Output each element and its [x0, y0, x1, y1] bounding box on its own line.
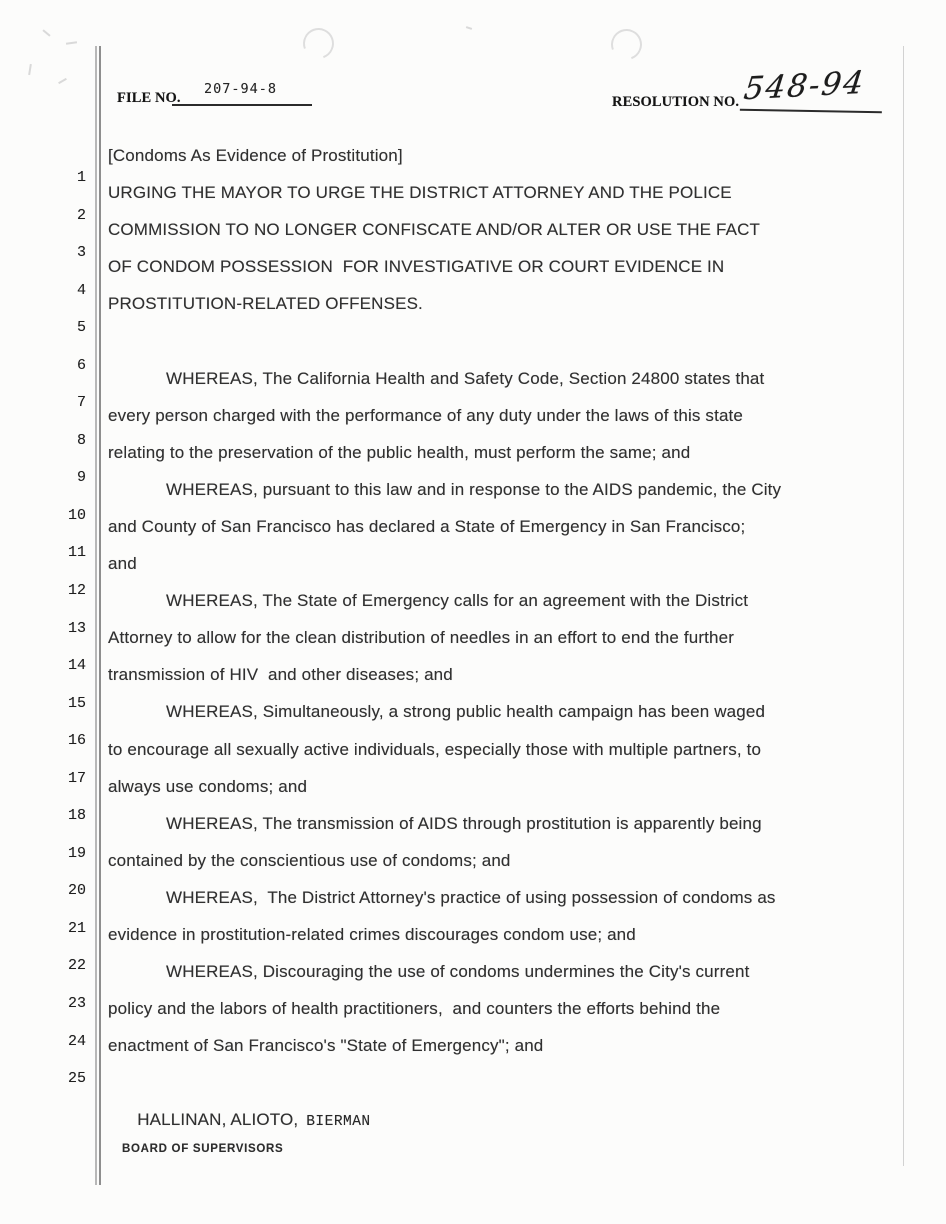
- body-line: enactment of San Francisco's "State of Emergency"; and: [108, 1036, 544, 1056]
- body-line: WHEREAS, The California Health and Safety Code, Section 24800 states that: [166, 368, 765, 388]
- body-line: WHEREAS, Discouraging the use of condoms undermines the City's current: [166, 962, 750, 982]
- body-line: WHEREAS, The District Attorney's practice of using possession of condoms as: [166, 887, 776, 907]
- line-number: 24: [67, 1032, 86, 1050]
- caption-line: URGING THE MAYOR TO URGE THE DISTRICT ATTORNEY AND THE POLICE: [108, 183, 732, 203]
- body-line: and: [108, 554, 137, 574]
- body-line: transmission of HIV and other diseases; and: [108, 665, 453, 685]
- pencil-mark: [58, 78, 67, 84]
- caption-line: OF CONDOM POSSESSION FOR INVESTIGATIVE OR COURT EVIDENCE IN: [108, 257, 725, 277]
- body-line: WHEREAS, Simultaneously, a strong public health campaign has been waged: [166, 702, 766, 722]
- left-margin-rule-outer: [95, 46, 97, 1185]
- line-number: 17: [67, 769, 86, 787]
- punch-hole-icon: [606, 24, 647, 65]
- body-line: relating to the preservation of the public health, must perform the same; and: [108, 442, 691, 462]
- pencil-mark: [42, 29, 50, 36]
- line-number: 9: [76, 469, 86, 487]
- line-number: 12: [67, 582, 86, 600]
- page-edge-right: [903, 46, 904, 1166]
- line-number: 13: [67, 619, 86, 637]
- line-number: 14: [67, 657, 86, 675]
- sponsor-added: BIERMAN: [306, 1114, 371, 1131]
- line-number: 22: [67, 957, 86, 975]
- caption-block: [108, 137, 898, 322]
- resolution-no-label: RESOLUTION NO.: [612, 94, 740, 110]
- whereas-clauses: [108, 360, 898, 1065]
- body-line: WHEREAS, pursuant to this law and in response to the AIDS pandemic, the City: [166, 479, 782, 499]
- file-no-value: 207-94-8: [204, 81, 278, 97]
- body-line: WHEREAS, The State of Emergency calls for an agreement with the District: [166, 591, 749, 611]
- line-number: 25: [67, 1070, 86, 1088]
- line-number: 7: [76, 394, 86, 412]
- line-number: 6: [76, 356, 86, 374]
- pencil-mark: [28, 64, 32, 75]
- line-number: 5: [76, 319, 86, 337]
- line-number: 4: [76, 281, 86, 299]
- line-number: 23: [67, 995, 86, 1013]
- line-number: 15: [67, 694, 86, 712]
- line-number: 2: [76, 206, 86, 224]
- body-line: to encourage all sexually active individuals, especially those with multiple partners, to: [108, 739, 762, 759]
- body-line: evidence in prostitution-related crimes discourages condom use; and: [108, 924, 636, 944]
- body-line: Attorney to allow for the clean distribution of needles in an effort to end the further: [108, 628, 735, 648]
- file-no-label: FILE NO.: [117, 90, 181, 106]
- caption-line: PROSTITUTION-RELATED OFFENSES.: [108, 294, 423, 314]
- pencil-mark: [466, 26, 472, 30]
- document-text: [108, 137, 898, 1131]
- sponsor-line: [108, 1064, 898, 1131]
- caption-line: [Condoms As Evidence of Prostitution]: [108, 146, 403, 165]
- punch-hole-icon: [298, 23, 339, 64]
- line-number: 16: [67, 732, 86, 750]
- line-number: 21: [67, 919, 86, 937]
- board-of-supervisors-label: BOARD OF SUPERVISORS: [122, 1143, 284, 1155]
- body-line: and County of San Francisco has declared a State of Emergency in San Francisco;: [108, 516, 746, 536]
- body-line: always use condoms; and: [108, 776, 308, 796]
- caption-line: COMMISSION TO NO LONGER CONFISCATE AND/OR ALTER OR USE THE FACT: [108, 220, 761, 240]
- line-number: 1: [76, 169, 86, 186]
- body-line: WHEREAS, The transmission of AIDS through prostitution is apparently being: [166, 813, 762, 833]
- line-number: 10: [67, 506, 86, 524]
- body-line: policy and the labors of health practitioners, and counters the efforts behind the: [108, 999, 721, 1019]
- body-line: contained by the conscientious use of condoms; and: [108, 850, 511, 870]
- line-number: 3: [76, 244, 86, 262]
- line-number: 18: [67, 807, 86, 825]
- line-number: 19: [67, 844, 86, 862]
- sponsor-primary: HALLINAN, ALIOTO,: [137, 1110, 299, 1130]
- line-number: 20: [67, 882, 86, 900]
- left-margin-rule-inner: [99, 46, 101, 1185]
- line-number: 11: [67, 544, 86, 562]
- pencil-mark: [66, 41, 77, 45]
- line-number: 8: [76, 431, 86, 449]
- line-number-column: [52, 167, 86, 1106]
- body-line: every person charged with the performance of any duty under the laws of this state: [108, 405, 744, 425]
- resolution-no-value: 548-94: [741, 64, 868, 108]
